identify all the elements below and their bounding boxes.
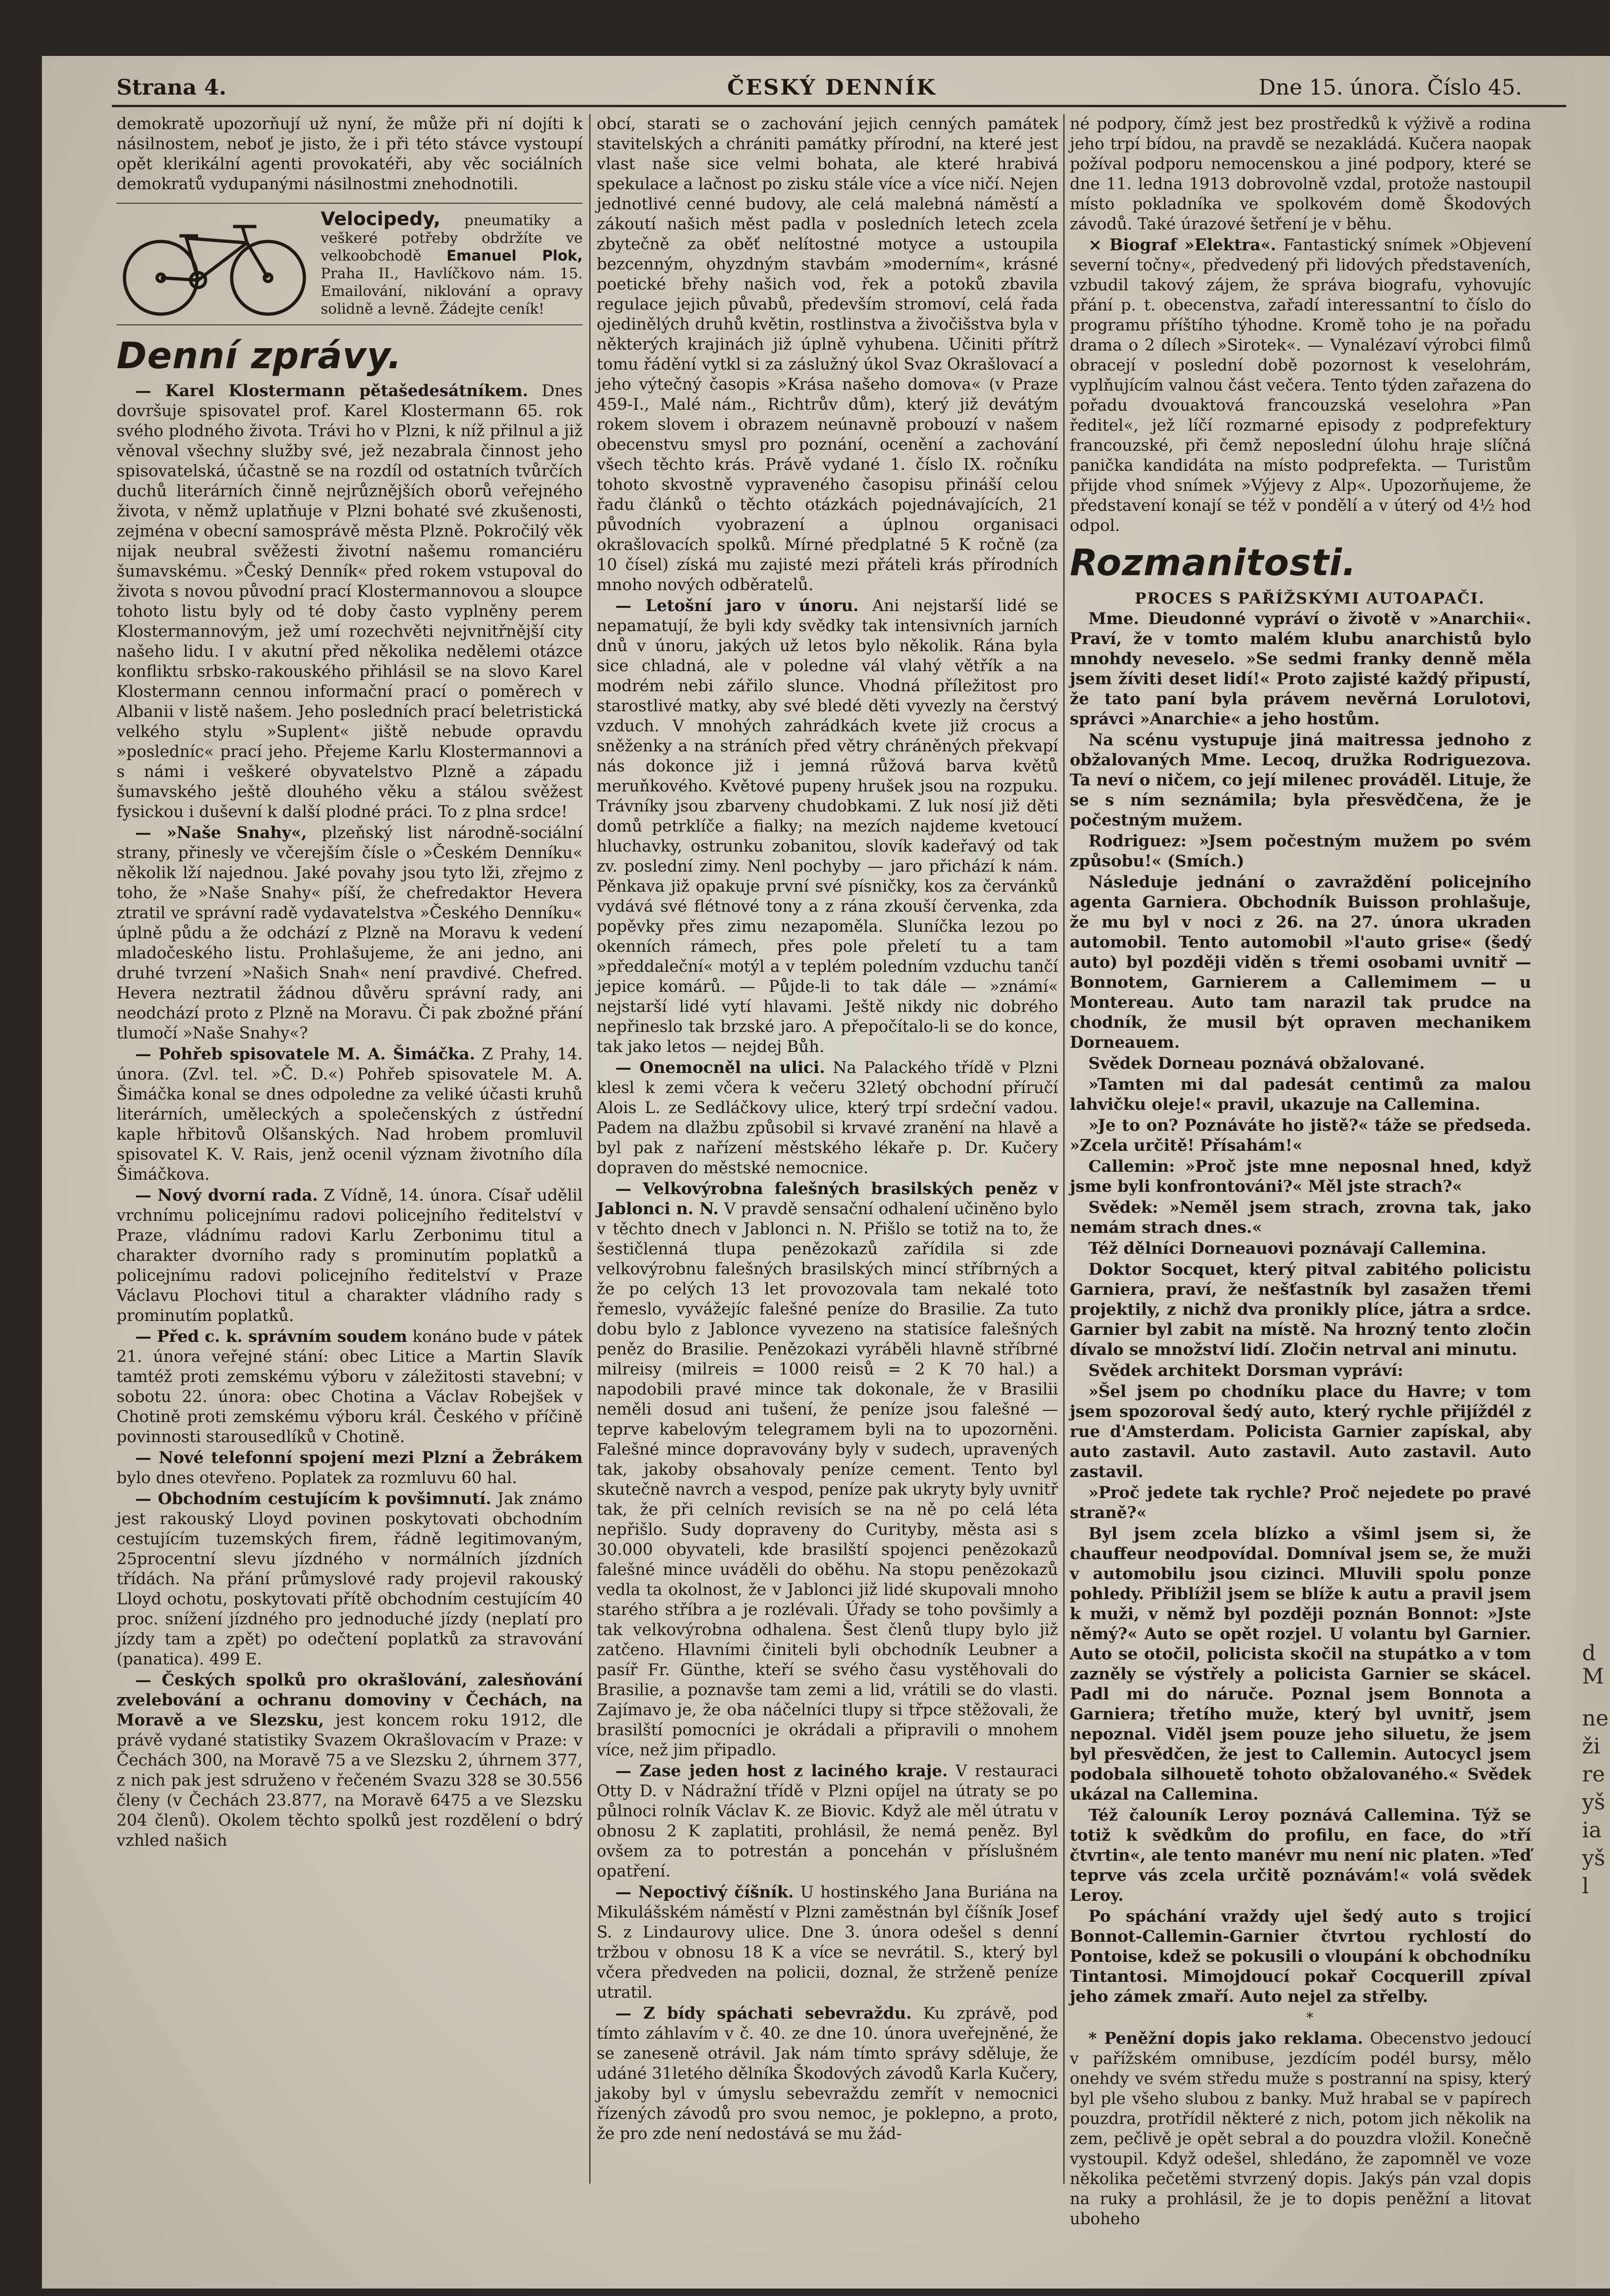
trial-paragraph: Svědek architekt Dorsman vypráví:: [1088, 1361, 1404, 1380]
edge-text: ne: [1582, 1705, 1609, 1731]
news-text: Z Vídně, 14. února. Císař udělil vrchnímu policejnímu radovi policejního ředitelství v Praze, vládnímu radovi Karlu Zerbonimu titul a charakter dvorního rady s prominutím poplatků a policejnímu radovi policejního ředitelství v Praze Václavu Plochovi titul a charakter vládního rady s prominutím poplatků.: [117, 1186, 583, 1325]
ad-text: [321, 210, 583, 318]
news-text: V restauraci Otty D. v Nádražní třídě v Plzni opíjel na útraty se po půlnoci rolník Václav K. ze Biovic. Když ale měl útratu v obnosu 2 K zaplatiti, prohlásil, že nemá peněz. Byl ovšem za to potrestán a poncehán v příslušném opatření.: [597, 1762, 1058, 1881]
news-item: [117, 381, 583, 822]
news-item: [117, 1045, 583, 1185]
news-item: [117, 1489, 583, 1670]
news-item: [117, 823, 583, 1044]
trial-paragraph: Svědek: »Neměl jsem strach, zrovna tak, jako nemám strach dnes.«: [1070, 1198, 1531, 1237]
news-headline: — Pohřeb spisovatele M. A. Šimáčka.: [135, 1045, 475, 1064]
news-item: [117, 1327, 583, 1447]
news-headline: — Před c. k. správním soudem: [135, 1327, 407, 1346]
page-number: Strana 4.: [117, 75, 227, 100]
bicycle-advertisement: [117, 203, 583, 325]
edge-text: d: [1582, 1640, 1596, 1665]
news-text: plzeňský list národně-sociální strany, přinesly ve včerejším čísle o »Českém Denníku« několik lží najednou. Jaké povahy jsou tyto lži, zřejmo z toho, že »Naše Snahy« píší, že chefredaktor Hevera ztratil ve správní radě vydavatelstva »Českého Denníku« úplně půdu a že odchází z Plzně na Moravu k vedení mladočeského listu. Prohlašujeme, že ani jedno, ani druhé tvrzení »Našich Snah« není pravdivé. Chefred. Hevera neztratil žádnou důvěru správní rady, ani neodchází proto z Plzně na Moravu. Či pak zbožné přání tlumočí »Naše Snahy«?: [117, 824, 583, 1043]
news-text: V pravdě sensační odhalení učiněno bylo v těchto dnech v Jablonci n. N. Přišlo se totiž na to, že šestičlenná tlupa penězokazů zařídila si zde velkovýrobnu falešných brasilských mincí stříbrných a že po celých 13 let provozovala tam nekalé toto řemeslo, vyvážejíc falešné peníze do Brasilie. Za tuto dobu bylo z Jablonce vyvezeno na statisíce falešných peněz do Brasilie. Penězokazi vyráběli hlavně stříbrné milreisy (milreis = 1000 reisů = 2 K 70 hal.) a napodobili pravé mince tak dokonale, že v Brasilii neměli dosud ani tušení, že peníze jsou falešné — teprve kabelovým telegramem byli na to upozorněni. Falešné mince dopravovány byly v sudech, upravených tak, jakoby obsahovaly peníze cement. Tento byl skutečně navrch a vespod, peníze pak ukryty byly uvnitř tak, že při celních revisích se na ně po celá léta nepřišlo. Sudy dopraveny do Curityby, města asi s 30.000 obyvateli, kde brasilští spojenci penězokazů falešné mince uváděli do oběhu. Na stopu penězokazů vedla ta okolnost, že v Jablonci již lidé skupovali mnoho starého stříbra a je rozlévali. Úřady se toho povšimly a tak velkovýrobna odhalena. Šest členů tlupy bylo již zatčeno. Hlavními činiteli byli obchodník Leubner a pasíř Fr. Günthe, kteří se svého času vystěhovali do Brasilie, a poznavše tam zemi a lid, vrátili se do vlasti. Zajímavo je, že oba náčelníci tlupy si třpce stěžovali, že brasilští pomocníci je okrádali a připravili o mnohem více, než jim připadlo.: [597, 1200, 1058, 1760]
news-item: [117, 1186, 583, 1326]
column-3: [1070, 114, 1532, 2228]
news-text: U hostinského Jana Buriána na Mikulášském náměstí v Plzni zaměstnán byl číšník Josef S. z Lindaurovy ulice. Dne 3. února odešel s denní tržbou v obnosu 18 K a více se nevrátil. S., který byl včera předveden na policii, doznal, že strženě peníze utratil.: [597, 1883, 1058, 2002]
trial-paragraph: »Proč jedete tak rychle? Proč nejedete po pravé straně?«: [1070, 1484, 1531, 1522]
news-headline: × Biograf »Elektra«.: [1088, 236, 1276, 254]
news-text: jest koncem roku 1912, dle právě vydané statistiky Svazem Okrašlovacím v Praze: v Čechách 300, na Moravě 75 a ve Slezsku 2, úhrnem 377, z nich pak jest sdruženo v řečeném Svazu 328 se 30.556 členy (v Čechách 23.877, na Moravě 6475 a ve Slezsku 204 členů). Okolem těchto spolků jest rozdělení o bdrý vzhled našich: [117, 1711, 583, 1850]
news-item: [597, 1179, 1058, 1760]
trial-paragraph: Též čalouník Leroy poznává Callemina. Týž se totiž k svědkům do profilu, en face, do »tří čtvrtin«, ale tento manévr mu není nic platen. »Teď teprve vás zcela určitě poznávám!« volá svědek Leroy.: [1070, 1806, 1531, 1905]
news-headline: — Nové telefonní spojení mezi Plzní a Žebrákem: [135, 1449, 583, 1467]
news-headline: — Velkovýrobna falešných brasilských peněz v Jablonci n. N.: [597, 1180, 1058, 1218]
news-item: [117, 1448, 583, 1488]
news-text: Z Prahy, 14. února. (Zvl. tel. »Č. D.«) Pohřeb spisovatele M. A. Šimáčka konal se dnes odpoledne za veliké účasti kruhů literárních, uměleckých a společenských z ústřední kaple hřbitovů Olšanských. Nad hrobem promluvil spisovatel K. V. Rais, jenž ocenil význam životního díla Šimáčkova.: [117, 1045, 583, 1184]
news-item: [1070, 235, 1531, 536]
article-continuation: demokratě upozorňují už nyní, že může při ní dojíti k násilnostem, neboť je jisto, že i při této stávce vystoupí opět klerikální agenti provokatéři, aby věc sociálních demokratů vydupanými násilnostmi znehodnotili.: [117, 115, 583, 193]
news-headline: — Karel Klostermann pětašedesátníkem.: [135, 382, 528, 400]
column-divider: [589, 114, 591, 2184]
edge-text: re: [1582, 1761, 1605, 1787]
trial-paragraph: Callemin: »Proč jste mne neposnal hned, když jsme byli konfrontováni?« Měl jste strach?«: [1070, 1157, 1531, 1196]
edge-text: yš: [1582, 1789, 1605, 1815]
news-item: [117, 1670, 583, 1851]
news-item: [597, 596, 1058, 1057]
trial-paragraph: Též dělníci Dorneauovi poznávají Callemina.: [1088, 1239, 1486, 1258]
news-headline: — Českých spolků pro okrašlování, zalesňování zvelebování a ochranu domoviny v Čechách, na Moravě a ve Slezsku,: [117, 1671, 583, 1730]
news-headline: — Z bídy spáchati sebevraždu.: [615, 2004, 912, 2023]
news-text: Jak známo jest rakouský Lloyd povinen poskytovati obchodním cestujícím tuzemských firem, řádně legitimovaným, 25procentní slevu jízdného v normálních jízdních třídách. Na přání průmyslové rady projevil rakouský Lloyd ochotu, poskytovati přítě obchodním cestujícím 40 proc. snížení jízdného pro jednoduché jízdy (neplatí pro jízdy tam a zpět) po odečtení poplatků za stravování (panatica). 499 E.: [117, 1490, 583, 1669]
trial-paragraph: Svědek Dorneau poznává obžalované.: [1088, 1054, 1425, 1073]
news-text: bylo dnes otevřeno. Poplatek za rozmluvu 60 hal.: [117, 1469, 517, 1487]
news-text: Obecenstvo jedoucí v pařížském omnibuse, jezdícím podél bursy, mělo onehdy ve svém středu muže s postranní na spisy, který byl ple všeho slubou z banky. Muž hrabal se v papírech pouzdra, protřídil některé z nich, potom jich několik na zem, pečlivě je opět sebral a do pouzdra vložil. Konečně vystoupil. Když odešel, shledáno, že zapomněl ve voze několika pečetěmi stvrzený dopis. Jakýs pán vzal dopis na ruky a prohlásil, že je to dopis peněžní a litovat uboheho: [1070, 2029, 1532, 2228]
ad-firm: Emanuel Plok,: [446, 247, 583, 264]
trial-paragraph: »Tamten mi dal padesát centimů za malou lahvičku oleje!« pravil, ukazuje na Callemina.: [1070, 1075, 1531, 1114]
adjacent-page-edge: [1576, 56, 1610, 2289]
article-continuation: né podpory, čímž jest bez prostředků k výživě a rodina jeho trpí bídou, na pravdě se nezakládá. Kučera naopak požíval podporu nemocenskou a jiné podpory, které se dne 11. ledna 1913 dobrovolně vzdal, protože nastoupil místo pokladníka ve spolkovém domě Škodových závodů. Také úrazové šetření je v běhu.: [1070, 115, 1531, 234]
trial-paragraph: Následuje jednání o zavraždění policejního agenta Garniera. Obchodník Buisson prohlašuje, že mu byl v noci z 26. na 27. února ukraden automobil. Tento automobil »l'auto grise« (šedý auto) byl později viděn s třemi osobami uvnitř — Bonnotem, Garnierem a Callemimem — u Montereau. Auto tam narazil tak prudce na chodník, že musil být opraven mechanikem Dorneauem.: [1070, 873, 1531, 1052]
news-headline: * Peněžní dopis jako reklama.: [1088, 2029, 1363, 2048]
section-title-daily-news: Denní zprávy.: [117, 335, 402, 377]
edge-text: ži: [1582, 1733, 1600, 1759]
ad-body: pneumatiky a veškeré potřeby obdržíte ve velkoobchodě: [321, 212, 583, 264]
ad-address: Praha II., Havlíčkovo nám. 15. Emailování, niklování a opravy solidně a levně. Žádejte ceník!: [321, 265, 583, 317]
news-text: Ku zprávě, pod tímto záhlavím v č. 40. ze dne 10. února uveřejněné, že se zaneseně otrávil. Jak nám tímto správy sděluje, že udáné 31letého dělníka Škodových závodů Karla Kučery, jakoby byl v úmyslu sebevraždu zemřít v nemocnici řízených závodů pro svou nemoc, je poklepno, a proto, že pro zde není nedostává se mu žád-: [597, 2004, 1058, 2143]
trial-paragraph: Na scénu vystupuje jiná maitressa jednoho z obžalovaných Mme. Lecoq, družka Rodriguezova. Ta neví o ničem, co její milenec prováděl. Lituje, že se s ním seznámila; byla přesvědčena, že je počestným mužem.: [1070, 731, 1531, 830]
edge-text: M: [1582, 1664, 1604, 1689]
edge-text: ia: [1582, 1817, 1602, 1842]
edge-text: l: [1582, 1873, 1589, 1898]
trial-paragraph: »Šel jsem po chodníku place du Havre; v tom jsem spozoroval šedý auto, který rychle přijíždél z rue d'Amsterdam. Policista Garnier zapískal, aby auto zastavil. Auto zastavil. Auto zastavil. Auto zastavil.: [1070, 1382, 1531, 1481]
news-headline: — Zase jeden host z laciného kraje.: [615, 1762, 948, 1780]
issue-date: Dne 15. února. Číslo 45.: [1259, 75, 1522, 100]
news-item: [597, 1058, 1058, 1178]
news-headline: — Nový dvorní rada.: [135, 1186, 318, 1205]
trial-paragraph: Po spáchání vraždy ujel šedý auto s trojicí Bonnot-Callemin-Garnier čtvrtou rychlostí do Pontoise, kdež se pokusili o vloupání k obchodníku Tintantosi. Mimojdoucí pokař Cocquerill zpíval jeho zámek zmaří. Auto nejel za střelby.: [1070, 1907, 1531, 2006]
trial-paragraph: Rodriguez: »Jsem počestným mužem po svém způsobu!« (Smích.): [1070, 832, 1531, 871]
news-headline: — Onemocněl na ulici.: [615, 1059, 825, 1077]
column-1: [117, 114, 583, 2184]
column-divider: [1063, 114, 1065, 2184]
news-item: [597, 1761, 1058, 1882]
trial-paragraph: Mme. Dieudonné vypráví o životě v »Anarchii«. Praví, že v tomto malém klubu anarchistů bylo mnohdy neveselo. »Se sedmi franky denně měla jsem žíviti deset lidí!« Proto zajisté každý připustí, že tato paní byla právem nevěrná Lorulotovi, správci »Anarchie« a jeho hostům.: [1070, 610, 1531, 729]
news-headline: — »Naše Snahy«,: [135, 824, 307, 842]
news-item: [597, 1883, 1058, 2003]
trial-paragraph: »Je to on? Poznáváte ho jistě?« táže se předseda. »Zcela určitě! Přísahám!«: [1070, 1116, 1531, 1155]
edge-text: yš: [1582, 1845, 1605, 1870]
newspaper-title: ČESKÝ DENNÍK: [727, 75, 937, 100]
news-headline: — Letošní jaro v únoru.: [615, 597, 859, 615]
news-headline: — Obchodním cestujícím k povšimnutí.: [135, 1490, 492, 1508]
news-text: Ani nejstarší lidé se nepamatují, že byli kdy svědky tak intensivních jarních dnů v únoru, jakých už letos bylo několik. Rána byla sice chladná, ale v poledne vál vlahý větřík a na modrém nebi zářilo slunce. Vhodná příležitost pro starostlivé matky, aby své bledé děti vyvezly na čerstvý vzduch. V mnohých zahrádkách kvete již crocus a sněženky a na stráních před větry chráněných překvapí nás dokonce již i jemná růžová barva květů meruňkového. Květové pupeny hrušek jsou na rozpuku. Trávníky jsou zbarveny chudobkami. Z luk nosí již děti domů petrklíče a fialky; na mezích najdeme kvetoucí hluchavky, ostrunku zobanitou, slovík kadeřavý od tak zv. poslední zimy. Nenl pochyby — jaro přichází k nám. Pěnkava již opakuje první své písničky, kos za červánků vydává své flétnové tony a z rána zkouší červenka, zda popěvky přes zimu nezapoměla. Sluníčka lezou po okenních rámech, přes pole přeletí tu a tam »předdaleční« motýl a v teplém poledním vzduchu tančí jepice komárů. — Půjde-li to tak dále — »známí« nejstarší lidé vytí hlavami. Ještě nikdy nic dobrého nepřineslo tak brzské jaro. A přepočítalo-li se do konce, tak jako letos — nejdej Bůh.: [597, 597, 1058, 1056]
article-headline: PROCES S PAŘÍŽSKÝMI AUTOAPAČI.: [1135, 589, 1485, 607]
column-2: [597, 114, 1058, 2184]
news-text: Na Palackého třídě v Plzni klesl k zemi včera k večeru 32letý obchodní příručí Alois L. ze Sedláčkovy ulice, který trpí srdeční vadou. Padem na dlažbu způsobil si krvavé zranění na hlavě a byl pak z nařízení městského lékaře p. Dr. Kučery dopraven do městské nemocnice.: [597, 1059, 1059, 1177]
separator-asterisk: *: [1306, 2010, 1314, 2026]
trial-paragraph: Doktor Socquet, který pitval zabitého policistu Garniera, praví, že nešťastník byl zasažen třemi projektily, z nichž dva pronikly plíce, játra a srdce. Garnier byl zabit na místě. Na hrozný tento zločin dívalo se množství lidí. Zločin netrval ani minutu.: [1070, 1260, 1531, 1359]
ad-brand: Velocipedy,: [321, 208, 441, 230]
section-title-miscellany: Rozmanitosti.: [1070, 542, 1357, 584]
article-continuation: obcí, starati se o zachování jejich cenných památek stavitelských a chrániti památky přírodní, na které jest vlast naše sice velmi bohata, ale které hrabivá spekulace a lačnost po zisku stále více a více ničí. Nejen jednotlivé cenné budovy, ale celá malebná náměstí a zákoutí našich měst padla v posledních letech zcela zbytečně za oběť nelítostné motyce a ustoupila bezcenným, ohyzdným stavbám »moderním«, krásné poetické břehy našich vod, řek a potoků zbavila regulace jejich půvabů, především stromoví, celá řada ojedinělých druhů květin, rostlinstva a živočišstva byla v některých krajinách již úplně vyhubena. Učiniti přítrž tomu řádění vytkl si za záslužný úkol Svaz Okrašlovací a jeho výtečný časopis »Krása našeho domova« (v Praze 459-I., Malé nám., Richtrův dům), který již devátým rokem slovem i obrazem neúnavně probouzí v našem obecenstvu smysl pro poznání, ocenění a zachování všech těchto krás. Právě vydané 1. číslo IX. ročníku tohoto skvostně vypraveného časopisu přináší celou řadu článků o těchto otázkách pojednávajících, 21 původních vyobrazení a úplnou organisaci okrašlovacích spolků. Mírné předplatné 5 K ročně (za 10 čísel) získá mu zajisté mezi přáteli krás přírodních mnoho nových odběratelů.: [597, 115, 1058, 594]
news-text: Dnes dovršuje spisovatel prof. Karel Klostermann 65. rok svého plodného života. Trávi ho v Plzni, k níž přilnul a již věnoval všechny služby své, jež nezabrala činnost jeho spisovatelská, účastně se na rozdíl od ostatních tvůrčích duchů literárních činně nejrůznějších oborů veřejného života, v němž uplatňuje v Plzni bohaté své zkušenosti, zejména v obecní samosprávě města Plzně. Pokročilý věk nijak neubral svěžesti životní našemu romanciéru šumavskému. »Český Denník« před rokem vstupoval do života s novou původní prací Klostermannovou a sloupce tohoto listu byly od té doby často vyplněny perem Klostermannovým, jež umí rozechvěti nejvnitřnější city našeho lidu. I v akutní před několika nedělemi otázce konfliktu srbsko-rakouského přihlásil se na slovo Karel Klostermann cennou informační prací o poměrech v Albanii v listě našem. Jeho posledních prací beletristická velkého stylu »Suplent« jiště nebude opravdu »posledníc« prací jeho. Přejeme Karlu Klostermannovi a s námi i veškeré obyvatelstvo Plzně a západu šumavského ještě dlouhého věku a stálou svěžest fysickou i duševní k další plodné práci. To z plna srdce!: [117, 382, 583, 821]
news-headline: — Nepoctivý číšník.: [615, 1883, 794, 1902]
news-text: konáno bude v pátek 21. února veřejné stání: obec Litice a Martin Slavík tamtéž proti zemskému výboru v záležitosti stavební; v sobotu 22. února: obec Chotina a Václav Robejšek v Chotině proti zemskému výboru král. Českého v příčině povinnosti starousedlíků v Chotině.: [117, 1327, 583, 1446]
news-text: Fantastický snímek »Objevení severní točny«, předvedený při lidových představeních, vzbudil takový zájem, že správa biografu, vyhovujíc přání p. t. obecenstva, zařadí interessantní to číslo do programu příštího týhodne. Kromě toho je na pořadu drama o 2 dílech »Sirotek«. — Vynalézaví výrobci filmů obracejí v poslední době pozornost k veselohrám, vyplňujícím valnou část večera. Tento týden zařazena do pořadu dvouaktová francouzská veselohra »Pan ředitel«, jež líčí rozmarné episody z podprefektury francouzské, při čemž neposlední úlohu hraje slíčná panička kandidáta na místo podprefekta. — Turistům přijde vhod snímek »Výjevy z Alp«. Upozorňujeme, že představení konají se též v pondělí a v úterý od 4½ hod odpol.: [1070, 236, 1532, 535]
news-item: [1070, 2029, 1531, 2229]
trial-paragraph: Byl jsem zcela blízko a všiml jsem si, že chauffeur neodpovídal. Domníval jsem se, že muži v automobilu jsou cizinci. Mluvili spolu ponze pohledy. Přiblížil jsem se blíže k autu a pravil jsem k muži, v němž byl později poznán Bonnot: »Jste němý?« Auto se opět rozjel. U volantu byl Garnier. Auto se otočil, policista skočil na stupátko a v tom zazněly se výstřely a policista Garnier se skácel. Padl mi do náruče. Poznal jsem Bonnota a Garniera; třetího muže, který byl uvnitř, jsem nepoznal. Viděl jsem pouze jeho siluetu, že jsem byl přesvědčen, že jest to Callemin. Autocycl jsem podobala silhouetě tohoto obžalovaného.« Svědek ukázal na Callemina.: [1070, 1525, 1531, 1804]
header-rule: [112, 105, 1566, 107]
bicycle-icon: [117, 210, 312, 317]
news-item: [597, 2004, 1058, 2144]
